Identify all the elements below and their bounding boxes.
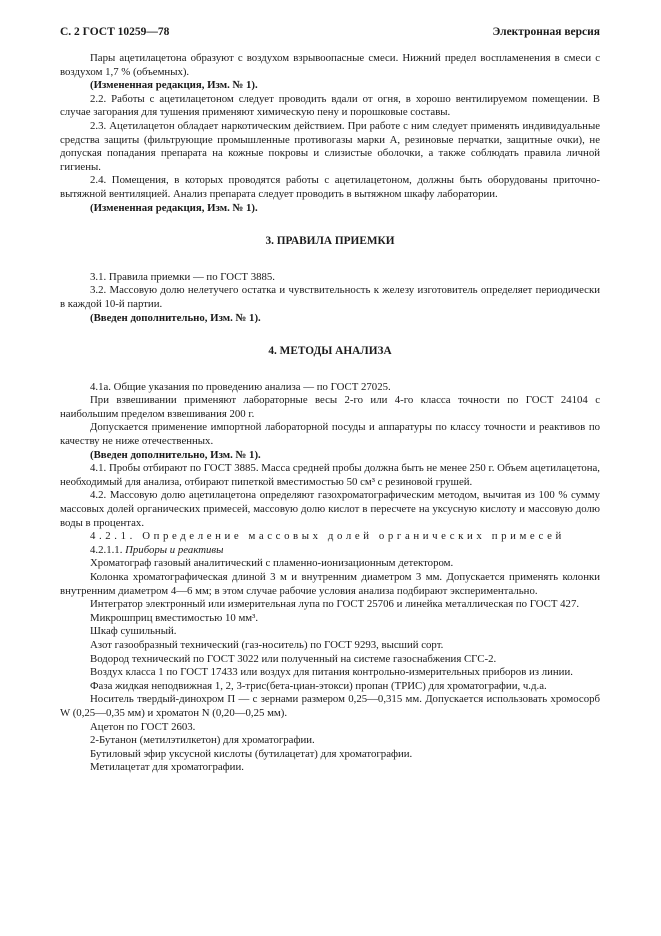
subsection-number: 4.2.1.1. (90, 543, 123, 556)
paragraph: Интегратор электронный или измерительная лупа по ГОСТ 25706 и линейка металлическая по ГОСТ 427. (90, 598, 580, 611)
document-page (60, 26, 600, 775)
section-heading: 4. МЕТОДЫ АНАЛИЗА (268, 345, 392, 358)
paragraph: 3.1. Правила приемки — по ГОСТ 3885. (90, 270, 276, 283)
section-heading: 3. ПРАВИЛА ПРИЕМКИ (265, 235, 395, 248)
document-body (60, 52, 600, 775)
header-right: Электронная версия (492, 26, 600, 38)
paragraph: Ацетон по ГОСТ 2603. (90, 720, 196, 733)
page-header (60, 26, 600, 38)
paragraph: 4.1. Пробы отбирают по ГОСТ 3885. Масса средней пробы должна быть не менее 250 г. Объем ацетилацетона, необходимый для анализа, отбирают пипеткой вместимостью 50 см³ с резиновой грушей. (60, 462, 600, 488)
paragraph: Шкаф сушильный. (90, 625, 177, 638)
paragraph: Воздух класса 1 по ГОСТ 17433 или воздух для питания контрольно-измерительных приборов из линии. (90, 666, 573, 679)
paragraph: 4.2. Массовую долю ацетилацетона определяют газохроматографическим методом, вычитая из 100 % сумму массовых долей органических примесей, массовую долю кислот в пересчете на уксусную кислоту и массовую долю воды в процентах. (60, 489, 600, 529)
amendment-note: (Введен дополнительно, Изм. № 1). (90, 448, 261, 461)
paragraph: Колонка хроматографическая длиной 3 м и внутренним диаметром 3 мм. Допускается применять колонки внутренним диаметром 4—6 мм; в этом случае рабочие условия анализа подбирают экспериментально. (60, 571, 600, 597)
header-left: С. 2 ГОСТ 10259—78 (60, 26, 170, 38)
amendment-note: (Измененная редакция, Изм. № 1). (90, 79, 258, 92)
paragraph: 2.4. Помещения, в которых проводятся работы с ацетилацетоном, должны быть оборудованы приточно-вытяжной вентиляцией. Анализ препарата следует проводить в вытяжном шкафу лаборатории. (60, 174, 600, 200)
paragraph: 4.1а. Общие указания по проведению анализа — по ГОСТ 27025. (90, 380, 391, 393)
paragraph: Микрошприц вместимостью 10 мм³. (90, 611, 259, 624)
paragraph: При взвешивании применяют лабораторные весы 2-го или 4-го класса точности по ГОСТ 24104 с наибольшим пределом взвешивания 200 г. (60, 394, 600, 420)
paragraph: Допускается применение импортной лабораторной посуды и аппаратуры по классу точности и реактивов по качеству не ниже отечественных. (60, 421, 600, 448)
paragraph: Метилацетат для хроматографии. (90, 761, 244, 774)
paragraph: 2-Бутанон (метилэтилкетон) для хроматографии. (90, 734, 315, 747)
paragraph: Пары ацетилацетона образуют с воздухом взрывоопасные смеси. Нижний предел воспламенения в смеси с воздухом 1,7 % (объемных). (60, 52, 600, 78)
amendment-note: (Измененная редакция, Изм. № 1). (90, 201, 258, 214)
amendment-note: (Введен дополнительно, Изм. № 1). (90, 311, 261, 324)
paragraph: Бутиловый эфир уксусной кислоты (бутилацетат) для хроматографии. (90, 747, 413, 760)
paragraph: 2.2. Работы с ацетилацетоном следует проводить вдали от огня, в хорошо вентилируемом помещении. В случае загорания для тушения применяют химическую пену и порошковые составы. (60, 92, 600, 119)
paragraph: 3.2. Массовую долю нелетучего остатка и чувствительность к железу изготовитель определяет периодически в каждой 10-й партии. (60, 284, 600, 310)
paragraph: Азот газообразный технический (газ-носитель) по ГОСТ 9293, высший сорт. (90, 638, 444, 651)
spaced-heading: 4.2.1. Определение массовых долей органических примесей (90, 530, 565, 543)
paragraph: Носитель твердый-динохром П — с зернами размером 0,25—0,315 мм. Допускается использовать хромосорб W (0,25—0,35 мм) и хроматон N (0,20—0,25 мм). (60, 693, 600, 719)
paragraph: 2.3. Ацетилацетон обладает наркотическим действием. При работе с ним следует применять индивидуальные средства защиты (фильтрующие промышленные противогазы марки А, резиновые перчатки, защитные очки), не допуская попадания препарата на кожные покровы и слизистые оболочки, а также соблюдать правила личной гигиены. (60, 119, 600, 173)
paragraph: Фаза жидкая неподвижная 1, 2, 3-трис(бета-циан-этокси) пропан (ТРИС) для хроматографии, ч.д.а. (90, 679, 547, 692)
subsection-title: Приборы и реактивы (125, 543, 224, 556)
paragraph: Водород технический по ГОСТ 3022 или полученный на системе газоснабжения СГС-2. (90, 652, 497, 665)
paragraph: Хроматограф газовый аналитический с пламенно-ионизационным детектором. (90, 557, 454, 570)
subsection-heading (60, 544, 600, 558)
